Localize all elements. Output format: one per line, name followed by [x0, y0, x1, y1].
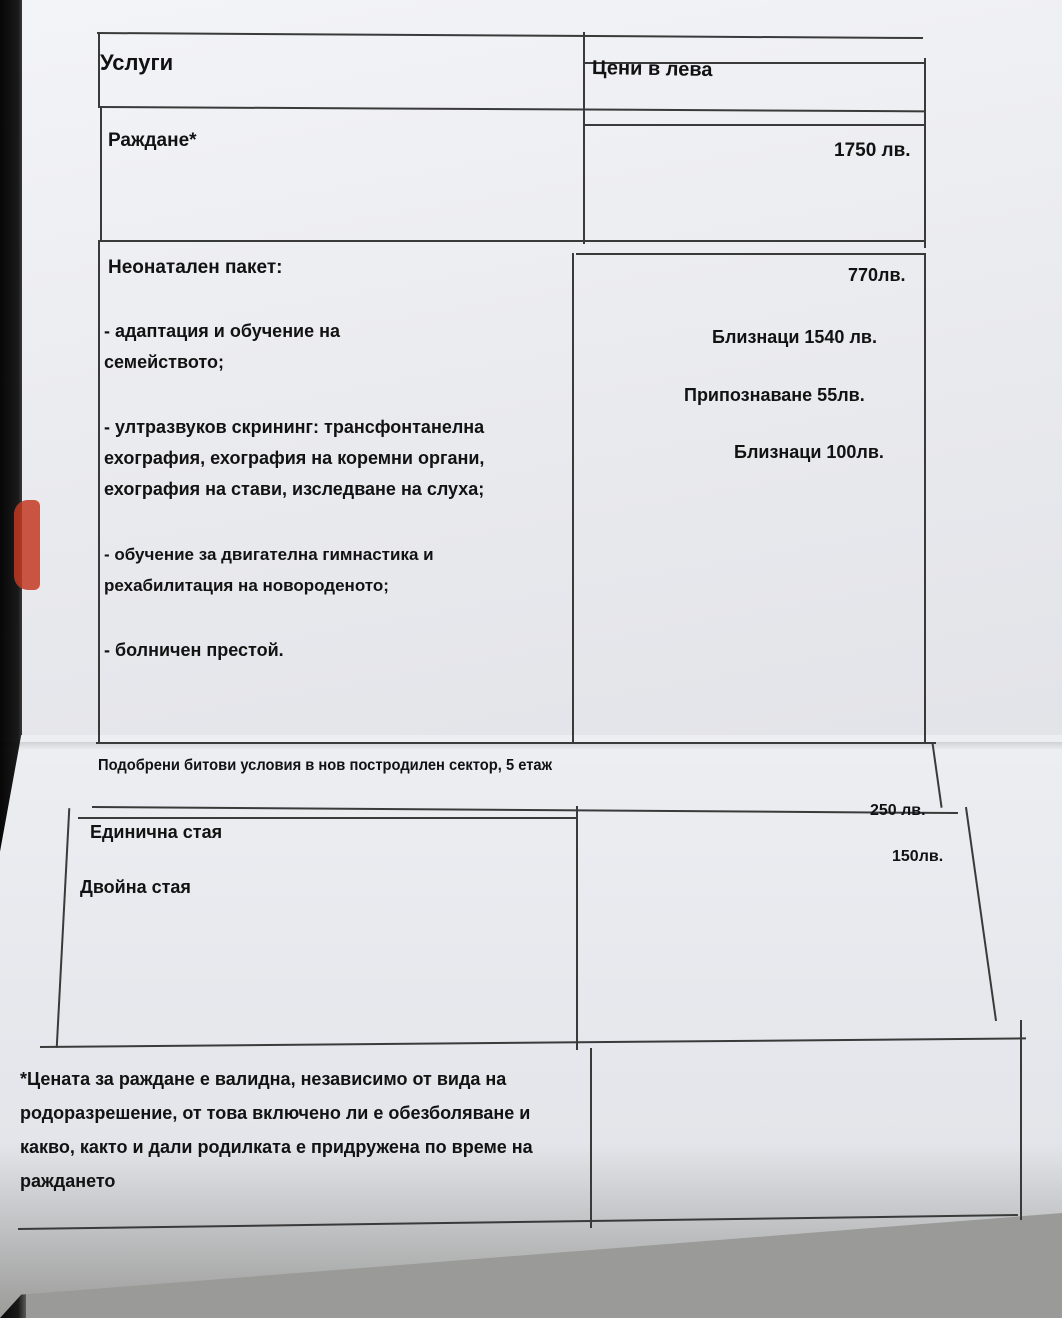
- table-line: [96, 742, 936, 744]
- neonatal-price: 770лв.: [848, 265, 906, 285]
- neonatal-title: Неонатален пакет:: [108, 257, 283, 278]
- header-services: Услуги: [100, 50, 174, 75]
- single-room-price: 250 лв.: [870, 802, 926, 819]
- table-line: [924, 58, 926, 248]
- table-line: [924, 253, 926, 743]
- neonatal-item: - адаптация и обучение на семейството;: [104, 321, 341, 372]
- birth-price: 1750 лв.: [834, 140, 911, 161]
- double-room-price: 150лв.: [892, 848, 944, 865]
- twins-price: Близнаци 1540 лв.: [712, 327, 877, 347]
- single-room-label: Единична стая: [90, 822, 223, 842]
- table-line: [1020, 1020, 1022, 1220]
- neonatal-item: - обучение за двигателна гимнастика и рехабилитация на новороденото;: [104, 545, 434, 595]
- table-line: [576, 806, 578, 1050]
- header-prices: Цени в лева: [591, 56, 713, 82]
- table-line: [100, 240, 926, 242]
- neonatal-item: - болничен престой.: [104, 640, 284, 660]
- table-line: [584, 124, 924, 126]
- twins-recognition-price: Близнаци 100лв.: [734, 442, 884, 462]
- neonatal-item: - ултразвуков скрининг: трансфонтанелна ехография, ехография на коремни органи, ехография на стави, изследване на слуха;: [104, 417, 485, 499]
- table-line: [78, 817, 578, 819]
- table-line: [98, 240, 100, 742]
- table-line: [583, 32, 585, 244]
- birth-label: Раждане*: [108, 130, 197, 151]
- table-line: [590, 1048, 592, 1228]
- table-line: [572, 253, 574, 743]
- neonatal-items: [104, 316, 569, 666]
- recognition-price: Припознаване 55лв.: [684, 385, 865, 405]
- conditions-title: Подобрени битови условия в нов постродилен сектор, 5 етаж: [98, 757, 553, 774]
- finger: [14, 500, 40, 590]
- double-room-label: Двойна стая: [80, 877, 191, 897]
- table-line: [576, 253, 926, 255]
- footnote: *Цената за раждане е валидна, независимо от вида на родоразрешение, от това включено ли е обезболяване и какво, както и дали родилката е придружена по време на раждането: [20, 1069, 533, 1191]
- table-line: [100, 106, 102, 242]
